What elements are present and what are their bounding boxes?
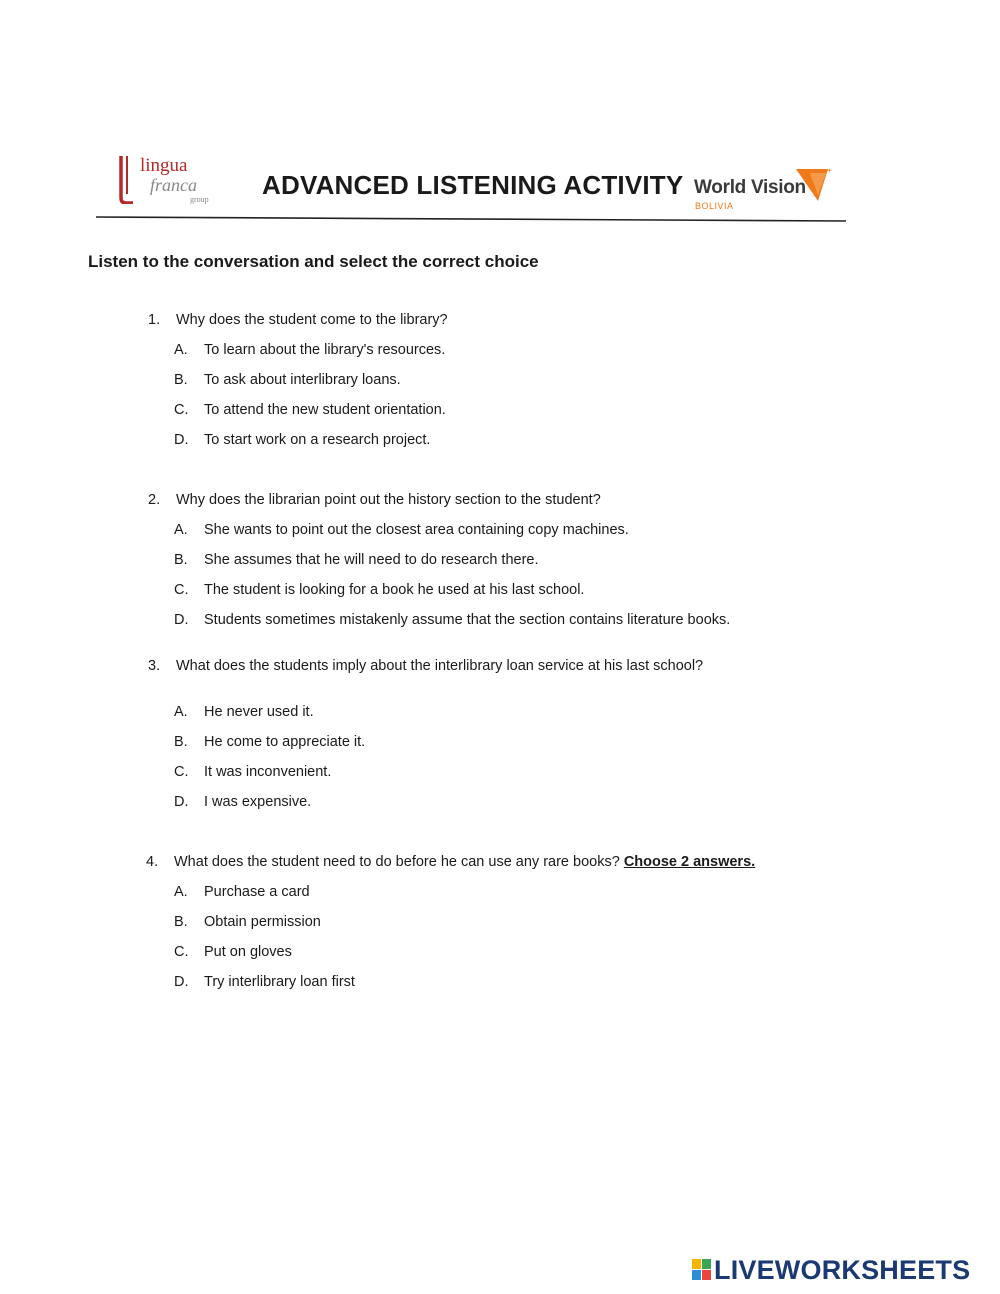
- liveworksheets-blocks-icon: [692, 1259, 712, 1281]
- q2-option-d[interactable]: [174, 612, 730, 628]
- option-letter: B.: [174, 552, 188, 568]
- option-text: He never used it.: [204, 704, 314, 720]
- option-text: The student is looking for a book he used at his last school.: [204, 582, 585, 598]
- q2-option-c[interactable]: [174, 582, 584, 598]
- option-text: She assumes that he will need to do research there.: [204, 552, 539, 568]
- instruction-heading: Listen to the conversation and select the correct choice: [88, 252, 539, 271]
- q1-option-c[interactable]: [174, 402, 446, 418]
- world-vision-logo: [690, 165, 836, 215]
- option-letter: C.: [174, 944, 189, 960]
- q4-option-b[interactable]: [174, 914, 321, 930]
- svg-text:+: +: [827, 166, 832, 175]
- q2-option-b[interactable]: [174, 552, 539, 568]
- q4-option-a[interactable]: [174, 884, 310, 900]
- option-text: He come to appreciate it.: [204, 734, 366, 750]
- logo-text-group: group: [190, 195, 209, 204]
- option-letter: C.: [174, 582, 189, 598]
- q3-option-c[interactable]: [174, 764, 331, 780]
- question-number: 3.: [148, 658, 161, 674]
- lingua-franca-logo: [114, 152, 214, 210]
- world-vision-name: World Vision: [694, 177, 806, 198]
- q4-option-c[interactable]: [174, 944, 292, 960]
- world-vision-star-icon: [790, 165, 834, 205]
- option-text: Try interlibrary loan first: [204, 974, 355, 990]
- option-text: To ask about interlibrary loans.: [204, 372, 401, 388]
- question-2: [148, 492, 601, 508]
- option-letter: B.: [174, 372, 188, 388]
- option-letter: A.: [174, 522, 188, 538]
- option-text: Put on gloves: [204, 944, 292, 960]
- question-3: [148, 658, 703, 674]
- page-title: ADVANCED LISTENING ACTIVITY: [262, 170, 684, 200]
- lingua-franca-mark-icon: [118, 154, 134, 204]
- option-letter: B.: [174, 734, 188, 750]
- option-letter: D.: [174, 432, 189, 448]
- option-text: To start work on a research project.: [204, 432, 431, 448]
- option-letter: A.: [174, 342, 188, 358]
- q1-option-a[interactable]: [174, 342, 445, 358]
- option-text: To learn about the library's resources.: [204, 342, 446, 358]
- question-text: Why does the student come to the library?: [176, 312, 448, 328]
- question-4: [146, 854, 755, 870]
- option-text: Purchase a card: [204, 884, 310, 900]
- option-text: Obtain permission: [204, 914, 321, 930]
- q3-option-b[interactable]: [174, 734, 365, 750]
- option-letter: B.: [174, 914, 188, 930]
- liveworksheets-logo: [692, 1254, 992, 1286]
- liveworksheets-wordmark: LIVEWORKSHEETS: [714, 1255, 971, 1285]
- option-letter: A.: [174, 704, 188, 720]
- question-text: Why does the librarian point out the history section to the student?: [176, 492, 601, 508]
- option-letter: D.: [174, 794, 189, 810]
- option-letter: C.: [174, 764, 189, 780]
- question-text: What does the student need to do before he can use any rare books?: [174, 854, 620, 870]
- question-text: What does the students imply about the interlibrary loan service at his last school?: [176, 658, 704, 674]
- option-letter: D.: [174, 974, 189, 990]
- question-number: 2.: [148, 492, 161, 508]
- q1-option-b[interactable]: [174, 372, 401, 388]
- logo-text-lingua: lingua: [140, 155, 188, 176]
- choose-two-note: Choose 2 answers.: [623, 854, 756, 870]
- q3-option-a[interactable]: [174, 704, 314, 720]
- option-text: She wants to point out the closest area containing copy machines.: [204, 522, 629, 538]
- header-divider: [96, 215, 846, 223]
- question-1: [148, 312, 448, 328]
- logo-text-franca: franca: [150, 175, 197, 195]
- q4-option-d[interactable]: [174, 974, 355, 990]
- question-number: 4.: [146, 854, 159, 870]
- q3-option-d[interactable]: [174, 794, 311, 810]
- option-text: Students sometimes mistakenly assume that the section contains literature books.: [204, 612, 731, 628]
- option-text: It was inconvenient.: [204, 764, 332, 780]
- option-letter: A.: [174, 884, 188, 900]
- option-letter: C.: [174, 402, 189, 418]
- option-text: To attend the new student orientation.: [204, 402, 446, 418]
- q2-option-a[interactable]: [174, 522, 629, 538]
- question-number: 1.: [148, 312, 161, 328]
- world-vision-country: BOLIVIA: [695, 201, 734, 211]
- option-letter: D.: [174, 612, 189, 628]
- option-text: I was expensive.: [204, 794, 312, 810]
- q1-option-d[interactable]: [174, 432, 430, 448]
